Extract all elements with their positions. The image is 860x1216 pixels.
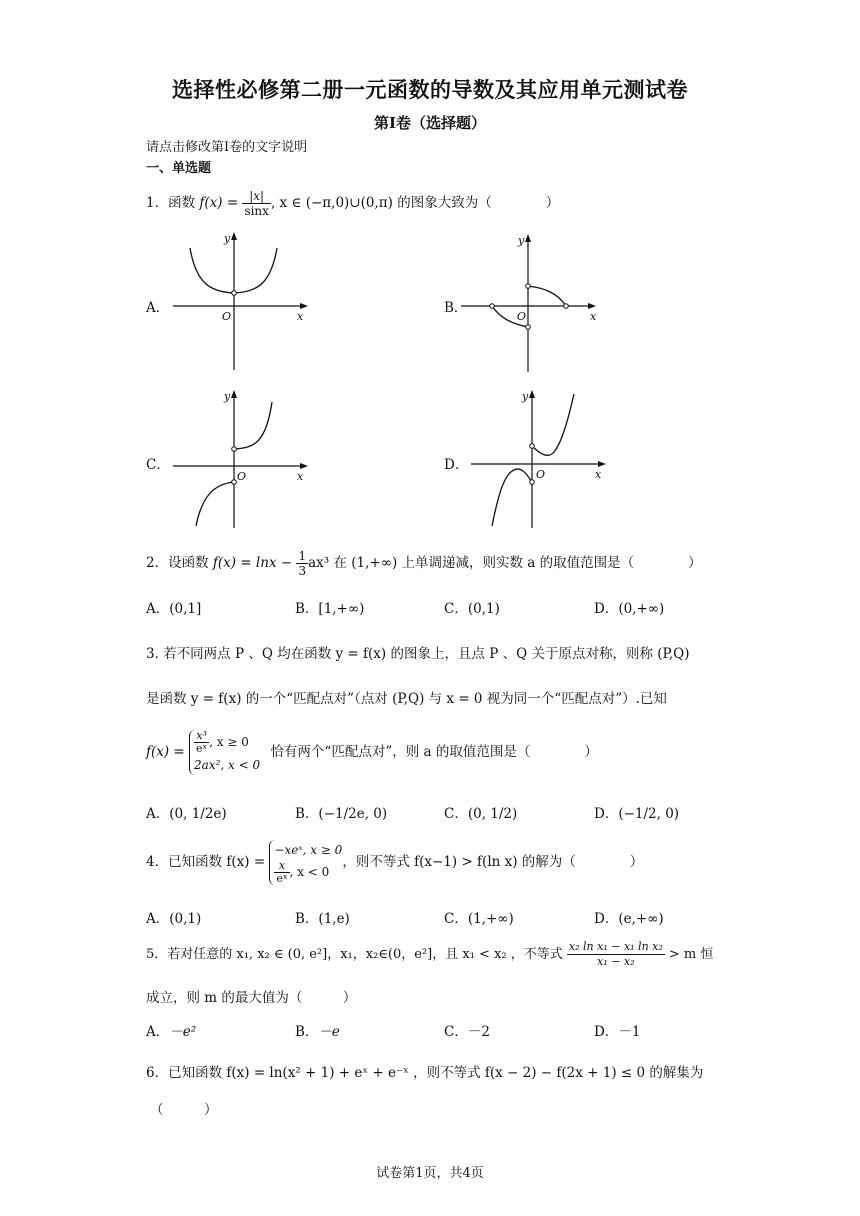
question-5-line-1: 5．若对任意的 x₁, x₂ ∈ (0, e²]，x₁，x₂∈(0，e²]，且 x₁ < x₂ ，不等式 $\frac{\text{x₂ ln x₁ − x₁ ln x₂}}{\text{x₁ − x₂}}$ > m 恒	[146, 940, 714, 968]
question-5-line-2: 成立，则 m 的最大值为（ ）	[146, 990, 357, 1006]
exam-title: 选择性必修第二册一元函数的导数及其应用单元测试卷	[172, 78, 688, 102]
q2-option-d: D．(0,+∞)	[594, 601, 665, 617]
graph-option-a	[170, 228, 315, 373]
question-3-line-2: 是函数 y = f(x) 的一个“匹配点对”（点对 (P,Q) 与 x = 0 视为同一个“匹配点对”）.已知	[146, 691, 667, 707]
q4-option-a: A．(0,1)	[146, 911, 202, 927]
q5-option-b: B．－e	[295, 1024, 340, 1040]
q5-fraction: $\frac{\text{x₂ ln x₁ − x₁ ln x₂}}{\text{x₁ − x₂}}$	[568, 940, 663, 968]
graph-option-d	[468, 386, 613, 531]
q2-fraction: $\frac{1}{3}$	[298, 549, 307, 578]
question-3-function: f(x) = $\frac{\text{x³}}{\text{eˣ}}$ , x ≥ 0 2ax², x < 0 恰有两个“匹配点对”，则 a 的取值范围是（ ）	[146, 730, 598, 775]
graph-b-x-label: x	[590, 310, 597, 323]
q5-option-c: C．－2	[444, 1024, 490, 1040]
page-footer: 试卷第1页，共4页	[376, 1166, 484, 1181]
graph-a-origin-label: O	[222, 310, 232, 323]
q3-option-b: B．(−1/2e, 0)	[295, 806, 388, 822]
question-4: 4．已知函数 f(x) = −xeˣ, x ≥ 0 $\frac{x}{\text{eˣ}}$ , x < 0 ，则不等式 f(x−1) > f(ln x) 的解为（ ）	[146, 840, 643, 885]
graph-a-y-label: y	[224, 232, 231, 245]
graph-a-x-label: x	[297, 310, 304, 323]
graph-d-origin-label: O	[536, 468, 546, 481]
q4-piecewise: −xeˣ, x ≥ 0 $\frac{x}{\text{eˣ}}$ , x < 0	[269, 840, 342, 885]
graph-option-b	[458, 230, 603, 375]
q1-option-d-label: D．	[444, 457, 469, 473]
q5-option-d: D．－1	[594, 1024, 641, 1040]
q5-option-a: A．－e²	[146, 1024, 197, 1040]
question-2: 2．设函数 f(x) = lnx − $\frac{1}{3}$ ax³ 在 (1,+∞) 上单调递减，则实数 a 的取值范围是（ ）	[146, 549, 702, 578]
q1-option-c-label: C．	[146, 457, 170, 473]
q3-option-a: A．(0, 1/2e)	[146, 806, 227, 822]
q1-option-b-label: B．	[444, 300, 468, 316]
graph-c-y-label: y	[224, 390, 231, 403]
section-subtitle: 第Ⅰ卷（选择题）	[373, 114, 487, 132]
q2-option-b: B．[1,+∞)	[295, 601, 365, 617]
section-heading: 一、单选题	[146, 161, 212, 176]
q3-piecewise: $\frac{\text{x³}}{\text{eˣ}}$ , x ≥ 0 2ax², x < 0	[189, 730, 260, 775]
q4-option-c: C．(1,+∞)	[444, 911, 514, 927]
graph-c-x-label: x	[297, 470, 304, 483]
q2-option-c: C．(0,1)	[444, 601, 500, 617]
q3-option-c: C．(0, 1/2)	[444, 806, 518, 822]
question-3-line-1: 3. 若不同两点 P 、Q 均在函数 y = f(x) 的图象上，且点 P 、Q 关于原点对称，则称 (P,Q)	[146, 646, 690, 662]
question-1: 1．函数 f(x) = $\frac{|x|}{\sin x}$ , x ∈ (−π,0)∪(0,π) 的图象大致为（ ）	[146, 189, 560, 218]
graph-d-y-label: y	[522, 390, 529, 403]
q2-option-a: A．(0,1]	[146, 601, 202, 617]
graph-d-x-label: x	[595, 468, 602, 481]
edit-note: 请点击修改第Ⅰ卷的文字说明	[146, 140, 308, 155]
q1-option-a-label: A．	[146, 300, 170, 316]
q4-option-b: B．(1,e)	[295, 911, 350, 927]
graph-c-origin-label: O	[237, 470, 247, 483]
q4-option-d: D．(e,+∞)	[594, 911, 664, 927]
q1-fraction: $\frac{|x|}{\sin x}$	[244, 189, 269, 218]
q3-option-d: D．(−1/2, 0)	[594, 806, 680, 822]
question-6-line-1: 6．已知函数 f(x) = ln(x² + 1) + eˣ + e⁻ˣ ，则不等式 f(x − 2) − f(2x + 1) ≤ 0 的解集为	[146, 1065, 704, 1081]
graph-b-y-label: y	[518, 234, 525, 247]
graph-option-c	[170, 386, 315, 531]
question-6-line-2: （ ）	[150, 1102, 218, 1118]
graph-b-origin-label: O	[517, 310, 527, 323]
